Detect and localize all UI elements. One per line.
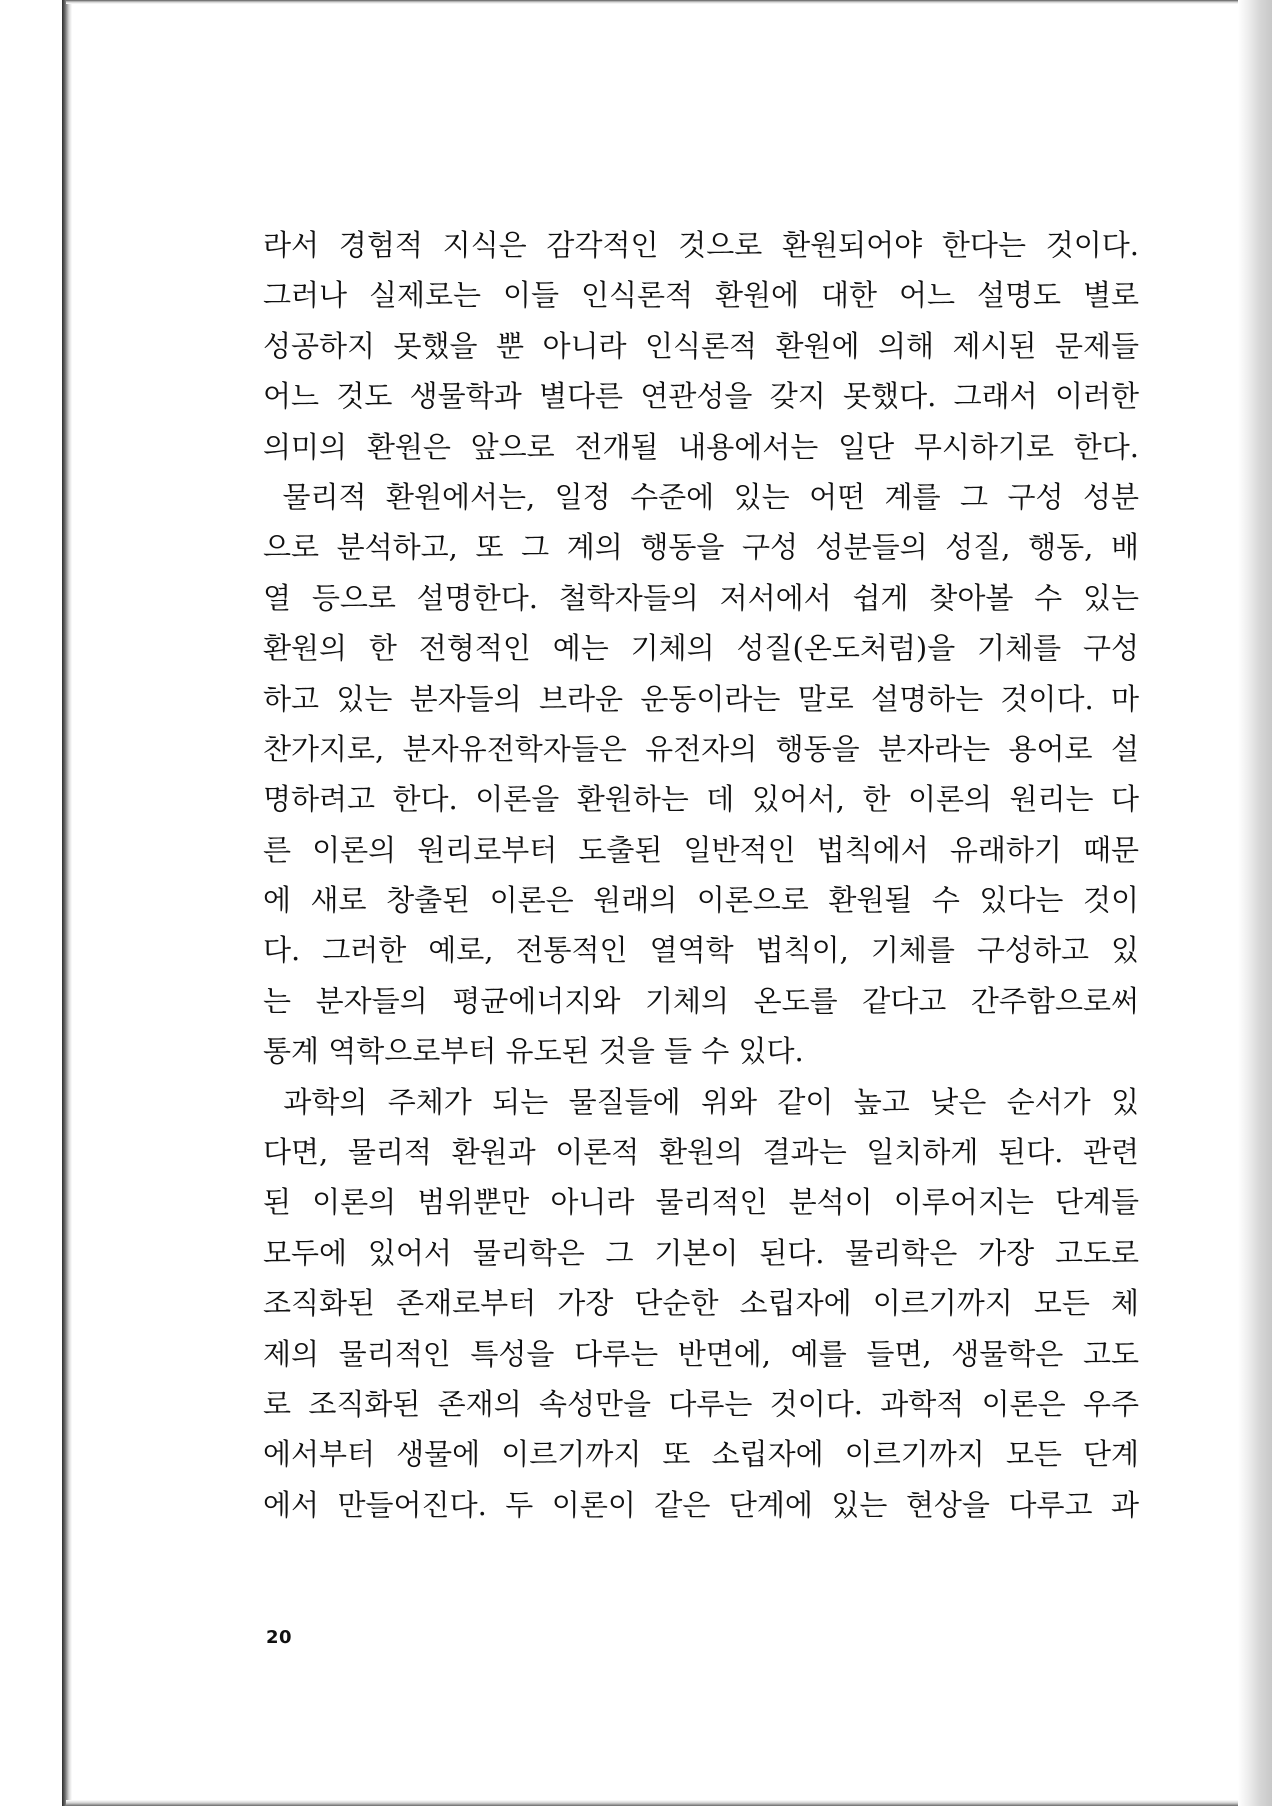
text-line: 다면, 물리적 환원과 이론적 환원의 결과는 일치하게 된다. 관련 xyxy=(263,1135,1139,1170)
text-line: 다. 그러한 예로, 전통적인 열역학 법칙이, 기체를 구성하고 있 xyxy=(263,933,1139,968)
page-top-edge-shadow xyxy=(66,0,1272,4)
text-line: 찬가지로, 분자유전학자들은 유전자의 행동을 분자라는 용어로 설 xyxy=(263,731,1139,766)
text-line: 열 등으로 설명한다. 철학자들의 저서에서 쉽게 찾아볼 수 있는 xyxy=(263,580,1139,615)
text-line: 에서부터 생물에 이르기까지 또 소립자에 이르기까지 모든 단계 xyxy=(263,1437,1139,1472)
text-line: 명하려고 한다. 이론을 환원하는 데 있어서, 한 이론의 원리는 다 xyxy=(263,782,1139,817)
text-line: 로 조직화된 존재의 속성만을 다루는 것이다. 과학적 이론은 우주 xyxy=(263,1386,1139,1421)
text-line: 조직화된 존재로부터 가장 단순한 소립자에 이르기까지 모든 체 xyxy=(263,1286,1139,1321)
body-text xyxy=(263,220,1139,1530)
page-bottom-edge-shadow xyxy=(66,1800,1272,1806)
text-line: 어느 것도 생물학과 별다른 연관성을 갖지 못했다. 그래서 이러한 xyxy=(263,379,1139,414)
text-line: 에 새로 창출된 이론은 원래의 이론으로 환원될 수 있다는 것이 xyxy=(263,883,1139,918)
text-line: 모두에 있어서 물리학은 그 기본이 된다. 물리학은 가장 고도로 xyxy=(263,1235,1139,1270)
text-line: 물리적 환원에서는, 일정 수준에 있는 어떤 계를 그 구성 성분 xyxy=(263,479,1139,514)
text-line: 으로 분석하고, 또 그 계의 행동을 구성 성분들의 성질, 행동, 배 xyxy=(263,530,1139,565)
text-line: 의미의 환원은 앞으로 전개될 내용에서는 일단 무시하기로 한다. xyxy=(263,429,1139,464)
page-right-edge-shadow xyxy=(1238,0,1272,1806)
page-left-edge-shadow xyxy=(62,0,72,1806)
text-line: 라서 경험적 지식은 감각적인 것으로 환원되어야 한다는 것이다. xyxy=(263,228,1139,262)
text-line: 성공하지 못했을 뿐 아니라 인식론적 환원에 의해 제시된 문제들 xyxy=(263,328,1139,363)
text-line: 과학의 주체가 되는 물질들에 위와 같이 높고 낮은 순서가 있 xyxy=(263,1084,1139,1119)
text-line: 른 이론의 원리로부터 도출된 일반적인 법칙에서 유래하기 때문 xyxy=(263,832,1139,867)
text-line: 된 이론의 범위뿐만 아니라 물리적인 분석이 이루어지는 단계들 xyxy=(263,1185,1139,1220)
page-number: 20 xyxy=(266,1627,293,1648)
text-line: 통계 역학으로부터 유도된 것을 들 수 있다. xyxy=(263,1034,804,1069)
text-line: 그러나 실제로는 이들 인식론적 환원에 대한 어느 설명도 별로 xyxy=(263,278,1139,313)
text-line: 환원의 한 전형적인 예는 기체의 성질(온도처럼)을 기체를 구성 xyxy=(263,631,1139,666)
text-line: 하고 있는 분자들의 브라운 운동이라는 말로 설명하는 것이다. 마 xyxy=(263,681,1139,716)
text-line: 에서 만들어진다. 두 이론이 같은 단계에 있는 현상을 다루고 과 xyxy=(263,1487,1139,1522)
text-line: 는 분자들의 평균에너지와 기체의 온도를 같다고 간주함으로써 xyxy=(263,983,1139,1018)
text-line: 제의 물리적인 특성을 다루는 반면에, 예를 들면, 생물학은 고도 xyxy=(263,1336,1139,1371)
